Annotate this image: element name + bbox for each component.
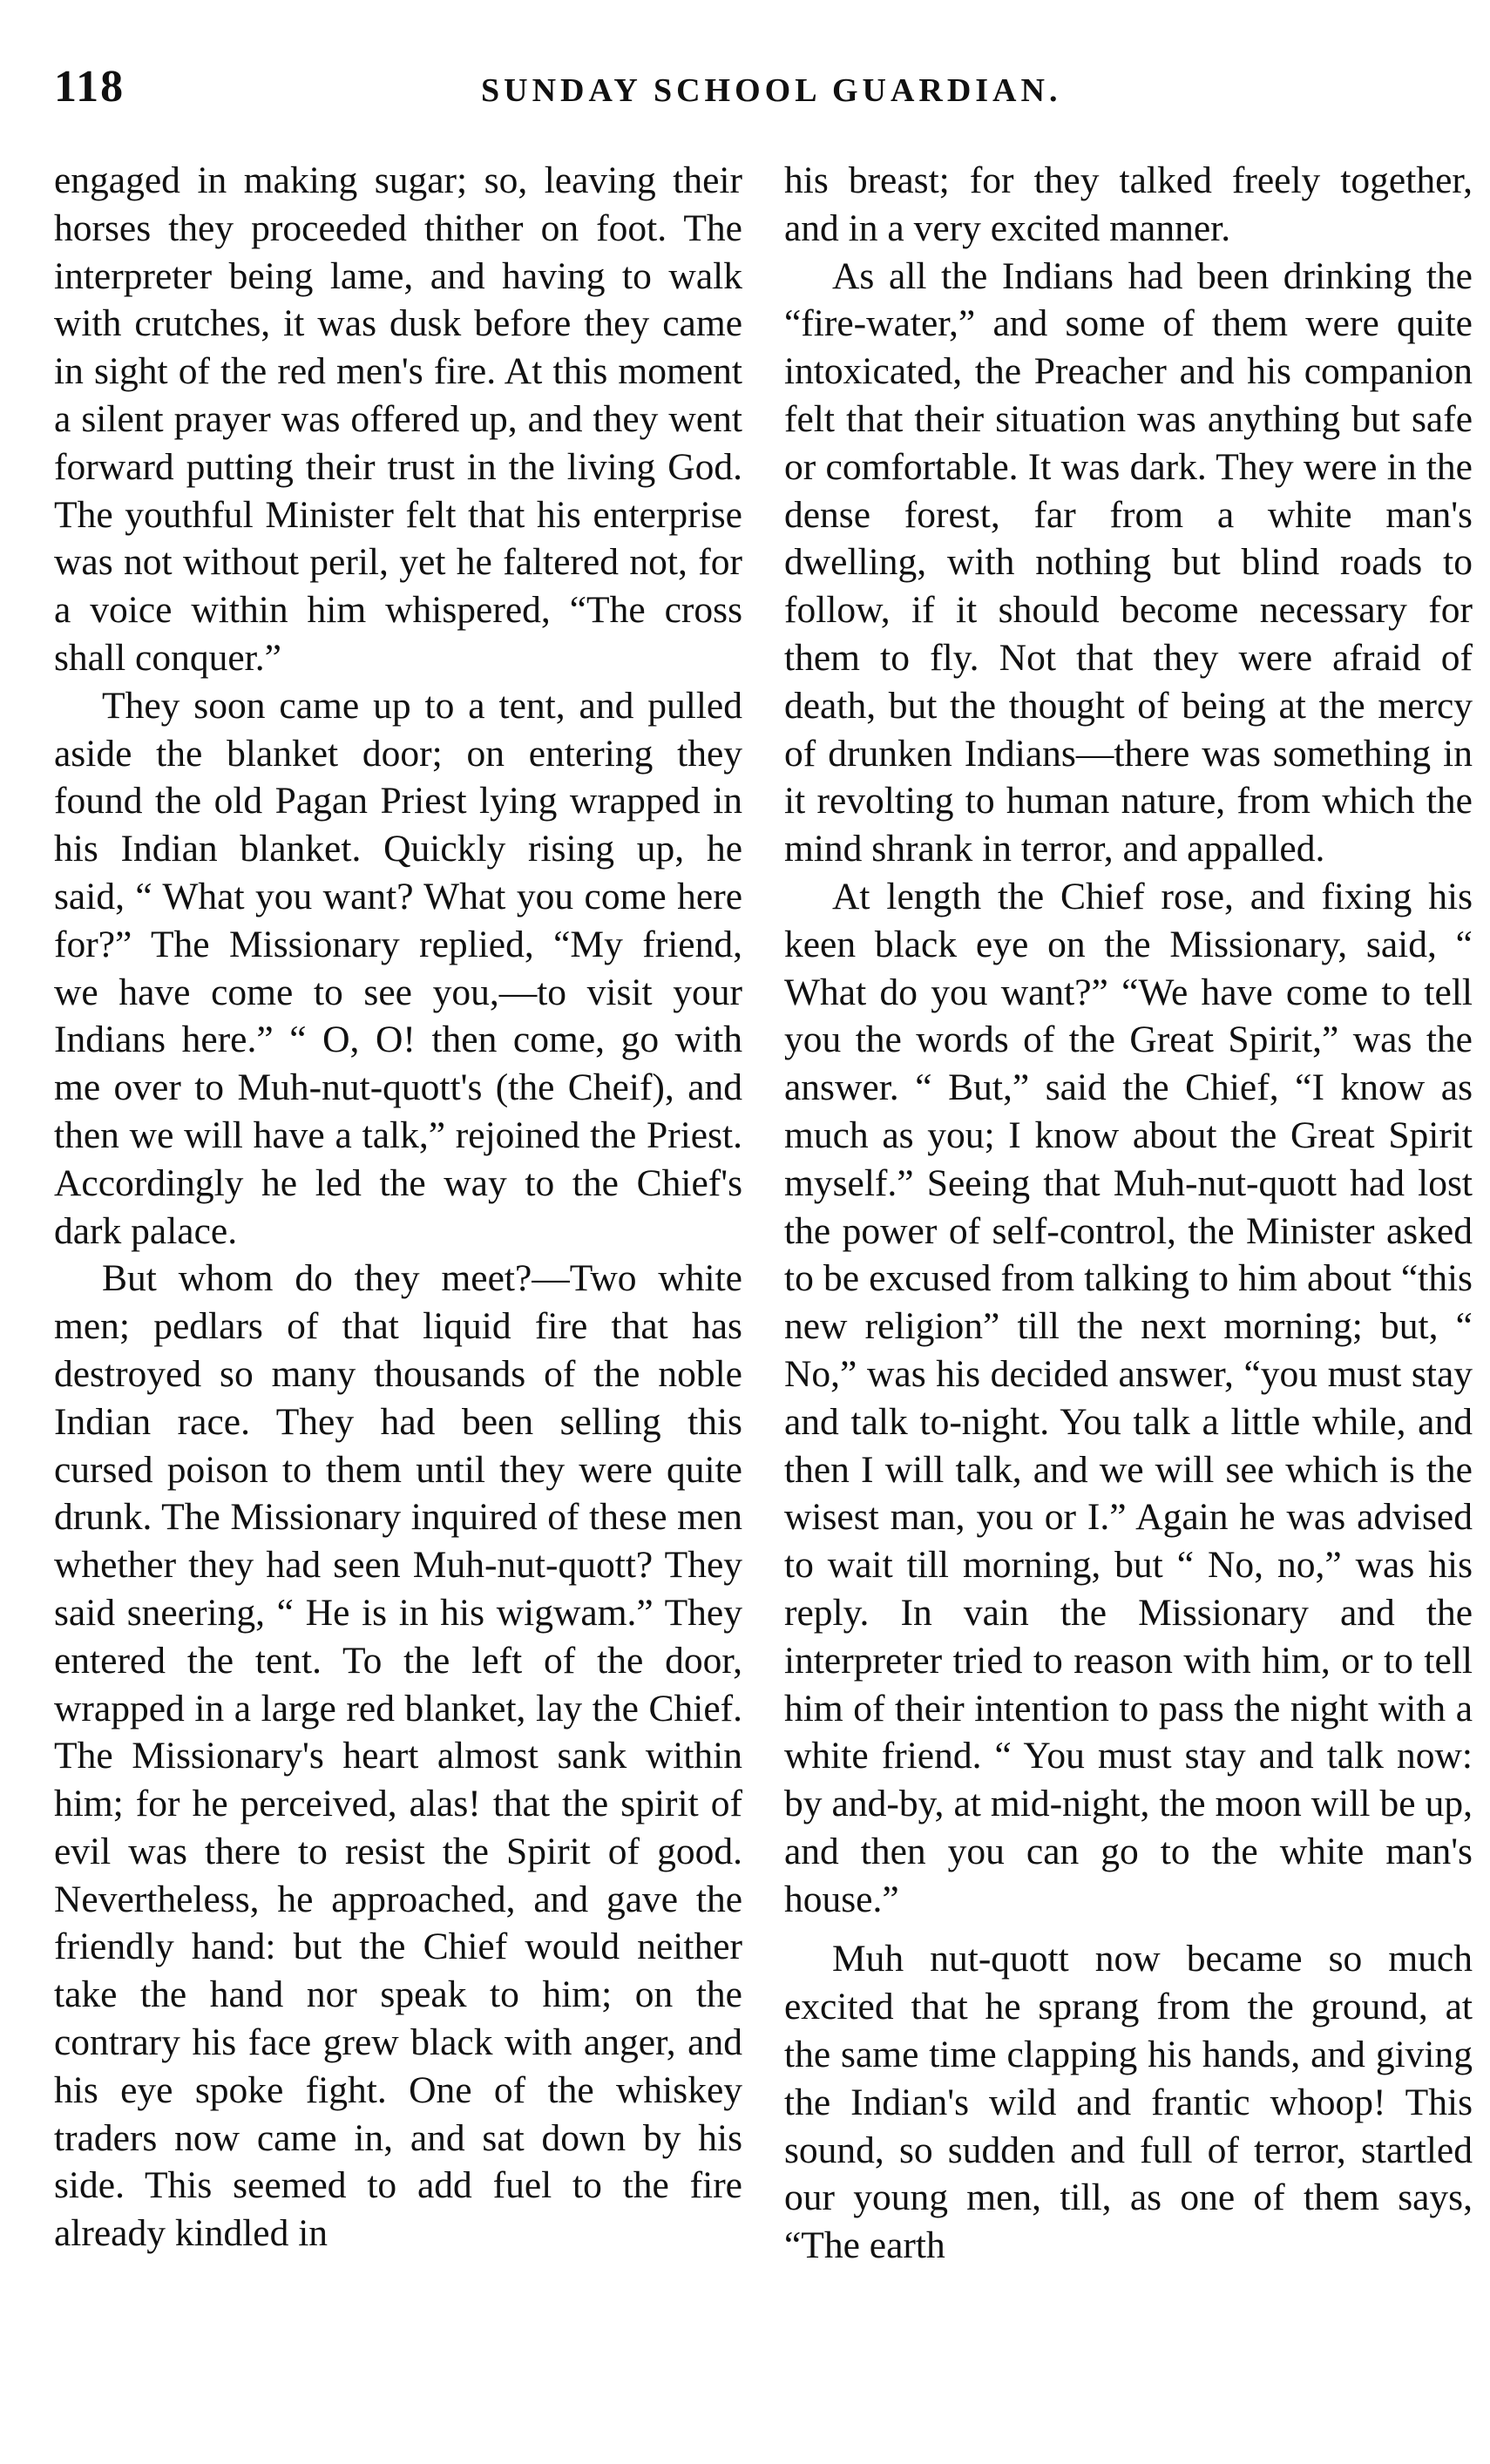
paragraph: his breast; for they talked freely together, and in a very excited manner.	[784, 159, 1473, 249]
paragraph: But whom do they meet?—Two white men; pedlars of that liquid fire that has destroyed so many thousands of the noble Indian race. They had been selling this cursed poison to them until they were quite drunk. The Missionary inquired of these men whether they had seen Muh-nut-quott? They said sneering, “ He is in his wigwam.” They entered the tent. To the left of the door, wrapped in a large red blanket, lay the Chief. The Missionary's heart almost sank within him; for he perceived, alas! that the spirit of evil was there to resist the Spirit of good. Nevertheless, he approached, and gave the friendly hand: but the Chief would neither take the hand nor speak to him; on the contrary his face grew black with anger, and his eye spoke fight. One of the whiskey traders now came in, and sat down by his side. This seemed to add fuel to the fire already kindled in	[54, 1257, 742, 2255]
running-head: SUNDAY SCHOOL GUARDIAN.	[481, 72, 1062, 109]
page-header	[54, 61, 1448, 122]
paragraph: At length the Chief rose, and fixing his keen black eye on the Missionary, said, “ What do you want?” “We have come to tell you the words of the Great Spirit,” was the answer. “ But,” said the Chief, “I know as much as you; I know about the Great Spirit myself.” Seeing that Muh-nut-quott had lost the power of self-control, the Minister asked to be excused from talking to him about “this new religion” till the next morning; but, “ No,” was his decided answer, “you must stay and talk to-night. You talk a little while, and then I will talk, and we will see which is the wisest man, you or I.” Again he was advised to wait till morning, but “ No, no,” was his reply. In vain the Missionary and the interpreter tried to reason with him, or to tell him of their intention to pass the night with a white friend. “ You must stay and talk now: by and-by, at mid-night, the moon will be up, and then you can go to the white man's house.”	[784, 875, 1473, 1920]
paragraph: As all the Indians had been drinking the “fire-water,” and some of them were quite intoxicated, the Preacher and his companion felt that their situation was anything but safe or comfortable. It was dark. They were in the dense forest, far from a white man's dwelling, with nothing but blind roads to follow, if it should become necessary for them to fly. Not that they were afraid of death, but the thought of being at the mercy of drunken Indians—there was something in it revolting to human nature, from which the mind shrank in terror, and appalled.	[784, 254, 1473, 870]
left-column	[54, 157, 742, 2258]
paragraph: engaged in making sugar; so, leaving their horses they proceeded thither on foot. The interpreter being lame, and having to walk with crutches, it was dusk before they came in sight of the red men's fire. At this moment a silent prayer was offered up, and they went forward putting their trust in the living God. The youthful Minister felt that his enterprise was not without peril, yet he faltered not, for a voice within him whispered, “The cross shall conquer.”	[54, 159, 742, 679]
page-number: 118	[54, 62, 125, 112]
paragraph: They soon came up to a tent, and pulled aside the blanket door; on entering they found the old Pagan Priest lying wrapped in his Indian blanket. Quickly rising up, he said, “ What you want? What you come here for?” The Missionary replied, “My friend, we have come to see you,—to visit your Indians here.” “ O, O! then come, go with me over to Muh-nut-quott's (the Cheif), and then we will have a talk,” rejoined the Priest. Accordingly he led the way to the Chief's dark palace.	[54, 684, 742, 1252]
paragraph: Muh nut-quott now became so much excited that he sprang from the ground, at the same time clapping his hands, and giving the Indian's wild and frantic whoop! This sound, so sudden and full of terror, startled our young men, till, as one of them says, “The earth	[784, 1938, 1473, 2267]
right-column	[784, 157, 1473, 2270]
